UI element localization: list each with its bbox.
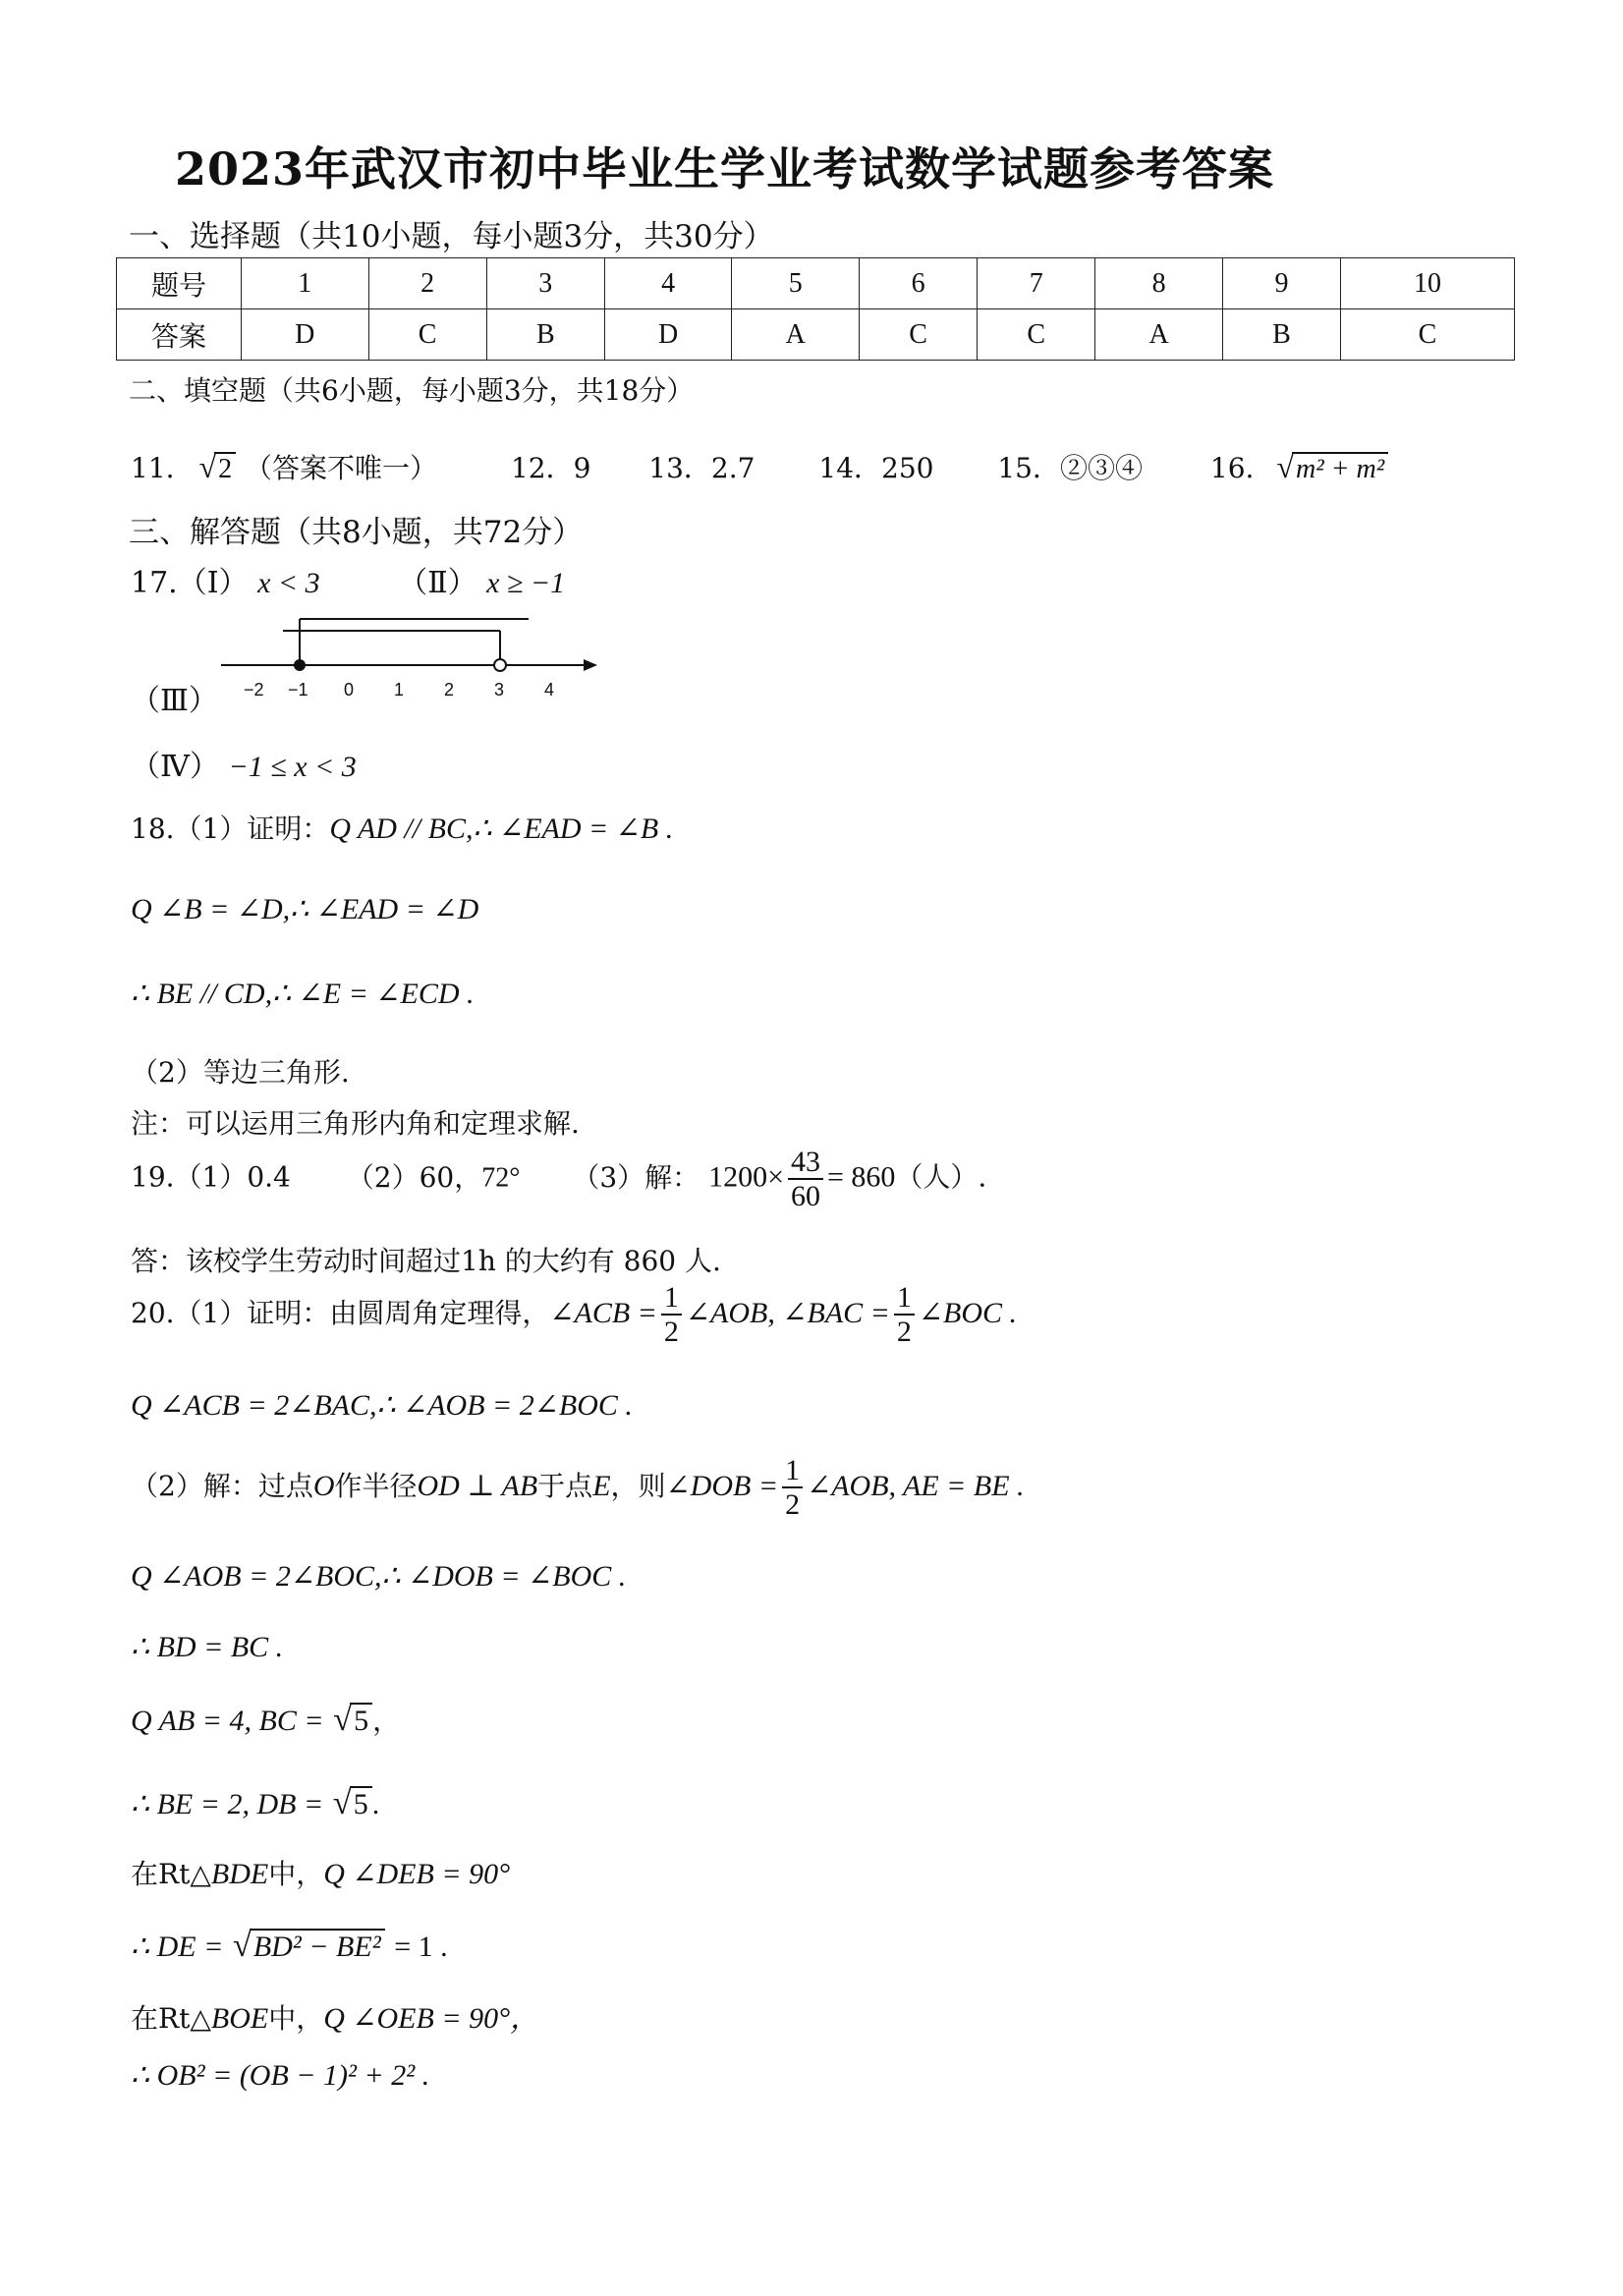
table-row-numbers [117, 258, 1515, 309]
q18-step1: Q AD // BC,∴ ∠EAD = ∠B . [329, 812, 674, 845]
half-fraction: $\frac{1}{2}$ [894, 1281, 915, 1348]
tick-label: 4 [544, 680, 555, 700]
q20-eq9-result: = 1 . [394, 1931, 448, 1963]
tick-label: 1 [394, 680, 405, 700]
table-cell: C [1341, 309, 1515, 361]
q17-part3-label: （Ⅲ） [131, 684, 218, 718]
q19-unit: （人）. [895, 1160, 987, 1194]
q15-answer: 15．②③④ [997, 452, 1143, 484]
q13-answer: 13．2.7 [648, 452, 756, 484]
triangle-boe: BOE [210, 2002, 269, 2035]
q20-eq4: ∠DOB = [665, 1470, 779, 1502]
half-fraction: $\frac{1}{2}$ [782, 1454, 803, 1521]
q17-part4: −1 ≤ x < 3 [228, 751, 357, 783]
q20-eq2: ∠AOB, ∠BAC = [685, 1297, 890, 1329]
table-cell: B [1222, 309, 1340, 361]
tick-label: −1 [288, 680, 308, 700]
sqrt-expression: BD² − BE² [250, 1929, 385, 1964]
q20-line3 [131, 1454, 1025, 1521]
q11-note: （答案不唯一） [245, 452, 438, 484]
table-cell: C [860, 309, 978, 361]
tick-label: 2 [444, 680, 455, 700]
section-heading-solve: 三、解答题（共8小题，共72分） [129, 515, 584, 550]
punct: . [371, 1788, 380, 1820]
q20-eq6: Q AB = 4, BC = [131, 1705, 324, 1737]
q20-text: 中， [268, 1858, 324, 1890]
q18-note: 注：可以运用三角形内角和定理求解. [131, 1107, 580, 1140]
table-row-answers [117, 309, 1515, 361]
q20-eq10: Q ∠OEB = 90°， [323, 2002, 540, 2035]
q19-answer: 答：该校学生劳动时间超过1h 的大约有 860 人. [131, 1245, 721, 1277]
q18-prefix: 18.（1）证明： [131, 812, 330, 845]
section-heading-choice: 一、选择题（共10小题，每小题3分，共30分） [129, 219, 774, 254]
tick-label: 3 [494, 680, 505, 700]
q17-line1 [131, 558, 565, 601]
sqrt-five: 5 [350, 1786, 372, 1821]
number-line-diagram [216, 614, 604, 712]
q20-text: 中， [268, 2002, 324, 2035]
point-e: E [592, 1470, 611, 1502]
q20-text: 作半径 [334, 1470, 418, 1502]
q17-line4 [131, 742, 357, 785]
q20-line6: Q AB = 4, BC = √5 ， [131, 1701, 401, 1738]
triangle-bde: BDE [210, 1858, 269, 1890]
q20-text: 在Rt△ [131, 1858, 211, 1890]
answer-table [116, 257, 1515, 361]
table-header-label: 答案 [117, 309, 242, 361]
q18-part2: （2）等边三角形. [131, 1056, 350, 1089]
q19-expr-b: = 860 [827, 1160, 896, 1194]
table-cell: 6 [860, 258, 978, 309]
q20-text: 在Rt△ [131, 2002, 211, 2035]
q19-part2: （2）60， [346, 1160, 482, 1194]
q20-text: ，则 [610, 1470, 666, 1502]
q19-line1 [131, 1146, 986, 1212]
q20-eq8: Q ∠DEB = 90° [323, 1858, 511, 1890]
q18-step2: Q ∠B = ∠D,∴ ∠EAD = ∠D [131, 893, 479, 925]
q17-part4-label: （Ⅳ） [131, 750, 219, 784]
q20-prefix: 20.（1）证明：由圆周角定理得， [131, 1297, 550, 1329]
sqrt-five: 5 [350, 1703, 372, 1738]
q12-answer: 12．9 [510, 452, 591, 484]
point-o: O [312, 1470, 335, 1502]
q11-number: 11. [131, 452, 175, 484]
table-cell: 1 [242, 258, 369, 309]
q18-step3: ∴ BE // CD,∴ ∠E = ∠ECD . [131, 978, 475, 1010]
table-cell: 4 [604, 258, 732, 309]
q14-answer: 14．250 [818, 452, 934, 484]
q20-eq7: ∴ BE = 2, DB = [131, 1788, 324, 1820]
q20-step11: ∴ OB² = (OB − 1)² + 2² . [131, 2059, 430, 2092]
q20-od: OD ⊥ AB [417, 1470, 538, 1502]
q20-step4: Q ∠AOB = 2∠BOC,∴ ∠DOB = ∠BOC . [131, 1560, 627, 1593]
section-heading-fill: 二、填空题（共6小题，每小题3分，共18分） [129, 374, 695, 407]
table-cell: 2 [368, 258, 486, 309]
table-cell: D [604, 309, 732, 361]
q17-part2-label: （Ⅱ） [398, 566, 477, 600]
q19-part3: （3）解： [572, 1160, 700, 1194]
q20-line10 [131, 1993, 539, 2037]
q20-eq1: ∠ACB = [549, 1297, 657, 1329]
table-cell: A [732, 309, 860, 361]
table-cell: 10 [1341, 258, 1515, 309]
tick-label: −2 [244, 680, 264, 700]
q17-part1: x < 3 [257, 567, 320, 599]
q20-eq9: ∴ DE = [131, 1931, 224, 1963]
fill-answers: 11. √2 （答案不唯一） 12．9 13．2.7 14．250 15．②③④ 16. √m² + m² [131, 447, 1388, 486]
q19-expr-a: 1200× [708, 1160, 784, 1194]
q20-step5: ∴ BD = BC . [131, 1631, 284, 1663]
table-cell: 9 [1222, 258, 1340, 309]
table-cell: D [242, 309, 369, 361]
q17-number: 17.（Ⅰ） [131, 566, 249, 600]
table-cell: 5 [732, 258, 860, 309]
table-cell: A [1095, 309, 1223, 361]
q19-part1: 19.（1）0.4 [131, 1160, 291, 1194]
q19-angle: 72° [481, 1162, 521, 1194]
table-cell: C [978, 309, 1095, 361]
tick-label: 0 [344, 680, 355, 700]
q16-number: 16. [1209, 452, 1255, 484]
q19-fraction: $\frac{43}{60}$ [788, 1146, 823, 1212]
q20-line1 [131, 1281, 1017, 1348]
q20-part2-prefix: （2）解：过点 [131, 1470, 313, 1502]
page-title: 2023年武汉市初中毕业生学业考试数学试题参考答案 [175, 142, 1275, 196]
table-cell: C [368, 309, 486, 361]
table-header-label: 题号 [117, 258, 242, 309]
q17-part2: x ≥ −1 [486, 567, 566, 599]
q20-text: 于点 [537, 1470, 593, 1502]
q20-line9: ∴ DE = √BD² − BE² = 1 . [131, 1927, 448, 1964]
table-cell: 7 [978, 258, 1095, 309]
table-cell: 3 [486, 258, 604, 309]
table-cell: B [486, 309, 604, 361]
q20-eq5: ∠AOB, AE = BE . [807, 1470, 1025, 1502]
q20-step2: Q ∠ACB = 2∠BAC,∴ ∠AOB = 2∠BOC . [131, 1389, 633, 1422]
q20-line7: ∴ BE = 2, DB = √5 . [131, 1784, 380, 1821]
half-fraction: $\frac{1}{2}$ [661, 1281, 682, 1348]
table-cell: 8 [1095, 258, 1223, 309]
q20-line8 [131, 1853, 510, 1892]
q20-eq3: ∠BOC . [918, 1297, 1018, 1329]
punct: ， [372, 1705, 401, 1737]
q18-line1 [131, 808, 673, 847]
